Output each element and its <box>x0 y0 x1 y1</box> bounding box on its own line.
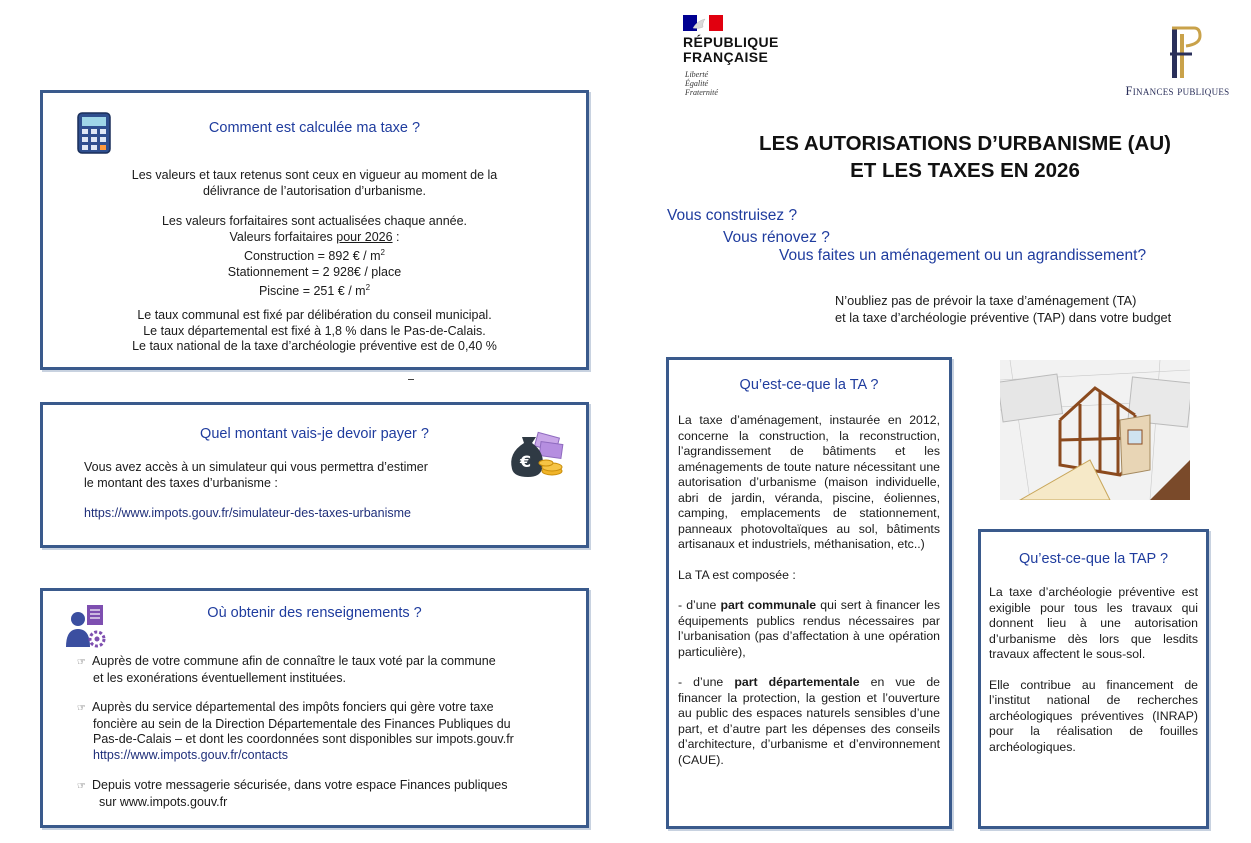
finances-publiques-text: Finances publiques <box>1125 84 1230 98</box>
information-box <box>40 588 589 828</box>
simulator-text: Vous avez accès à un simulateur qui vous permettra d’estimer le montant des taxes d’urbanisme : <box>84 460 428 490</box>
republique-francaise-text: RÉPUBLIQUE FRANÇAISE <box>683 34 779 65</box>
flat-values: Les valeurs forfaitaires sont actualisées chaque année. Valeurs forfaitaires pour 2026 : Construction = 892 € / $m^2$ Stationnement = 2 928€ / place Piscine = 251 € / $m^2$ <box>161 214 468 299</box>
amount-box <box>40 402 589 548</box>
ta-content <box>678 413 940 768</box>
ta-title: Qu’est-ce-que la TA ? <box>739 377 879 393</box>
ta-part-communale: - d’une part communale qui sert à financer les équipements publics rendus nécessaires par l’urbanisation (pas d’affectation à une opération particulière), <box>678 598 940 659</box>
ta-box <box>666 357 952 829</box>
ta-composition: La TA est composée : <box>678 567 796 582</box>
calculation-box <box>40 90 589 370</box>
info-bullet-service: ☞ Auprès du service départemental des impôts fonciers qui gère votre taxe foncière au sein de la Direction Départementale des Finances Publiques du Pas-de-Calais – et dont les coordonnées sont disponibles sur impots.gouv.fr https://www.impots.gouv.fr/contacts <box>77 700 514 762</box>
info-bullet-messagerie: ☞ Depuis votre messagerie sécurisée, dans votre espace Finances publiques sur www.impots.gouv.fr <box>77 778 508 809</box>
ta-definition: La taxe d’aménagement, instaurée en 2012, concerne la construction, la reconstruction, l’agrandissement de bâtiments et les aménagements de toute nature nécessitant une autorisation d’urbanisme (maison individuelle, abri de jardin, véranda, piscine, éoliennes, camping, emplacements de stationnement, panneaux photovoltaïques au sol, bâtiments artisanaux et industriels, méthanisation, etc..) <box>678 413 940 551</box>
question-renovez: Vous rénovez ? <box>723 229 830 246</box>
svg-text:€: € <box>520 452 532 471</box>
tap-definition: La taxe d’archéologie préventive est exigible pour tous les travaux qui donnent lieu à une autorisation d’urbanisme dès lors que lesdits travaux affectent le sous-sol. <box>989 585 1198 661</box>
marianne-logo <box>683 15 723 31</box>
house-construction-image <box>1000 360 1190 500</box>
amount-title: Quel montant vais-je devoir payer ? <box>200 426 429 442</box>
question-construisez: Vous construisez ? <box>667 207 798 224</box>
devise-text: Liberté Égalité Fraternité <box>685 70 718 97</box>
tap-title: Qu’est-ce-que la TAP ? <box>1018 551 1169 567</box>
tap-content <box>989 585 1198 755</box>
information-title: Où obtenir des renseignements ? <box>207 605 422 621</box>
money-bag-icon <box>506 427 568 479</box>
main-title: LES AUTORISATIONS D’URBANISME (AU) ET LES TAXES EN 2026 <box>759 132 1171 182</box>
ta-part-departementale: - d’une part départementale en vue de financer la protection, la gestion et l’ouverture au public des espaces naturels sensibles d’une part, et d’autre part les dépenses des conseils d’architecture, d’urbanisme et d’environnement (CAUE). <box>678 675 941 767</box>
simulator-link[interactable]: https://www.impots.gouv.fr/simulateur-des-taxes-urbanisme <box>84 506 411 520</box>
separator-dash <box>408 379 414 380</box>
calculation-intro: Les valeurs et taux retenus sont ceux en vigueur au moment de la délivrance de l’autorisation d’urbanisme. <box>131 168 498 198</box>
calculation-title: Comment est calculée ma taxe ? <box>208 120 421 136</box>
info-bullet-commune: ☞ Auprès de votre commune afin de connaître le taux voté par la commune et les exonérations éventuellement instituées. <box>77 654 496 685</box>
tap-box <box>978 529 1209 829</box>
tax-rates: Le taux communal est fixé par délibération du conseil municipal. Le taux départemental est fixé à 1,8 % dans le Pas-de-Calais. Le taux national de la taxe d’archéologie préventive est de 0,40 % <box>132 308 497 353</box>
question-amenagement: Vous faites un aménagement ou un agrandissement? <box>779 247 1147 264</box>
budget-reminder: N’oubliez pas de prévoir la taxe d’aménagement (TA) et la taxe d’archéologie préventive (TAP) dans votre budget <box>835 293 1172 325</box>
tap-financing: Elle contribue au financement de l’institut national de recherches archéologiques préventives (INRAP) pour la réalisation de fouilles archéologiques. <box>989 677 1198 754</box>
contacts-link[interactable]: https://www.impots.gouv.fr/contacts <box>93 747 288 762</box>
